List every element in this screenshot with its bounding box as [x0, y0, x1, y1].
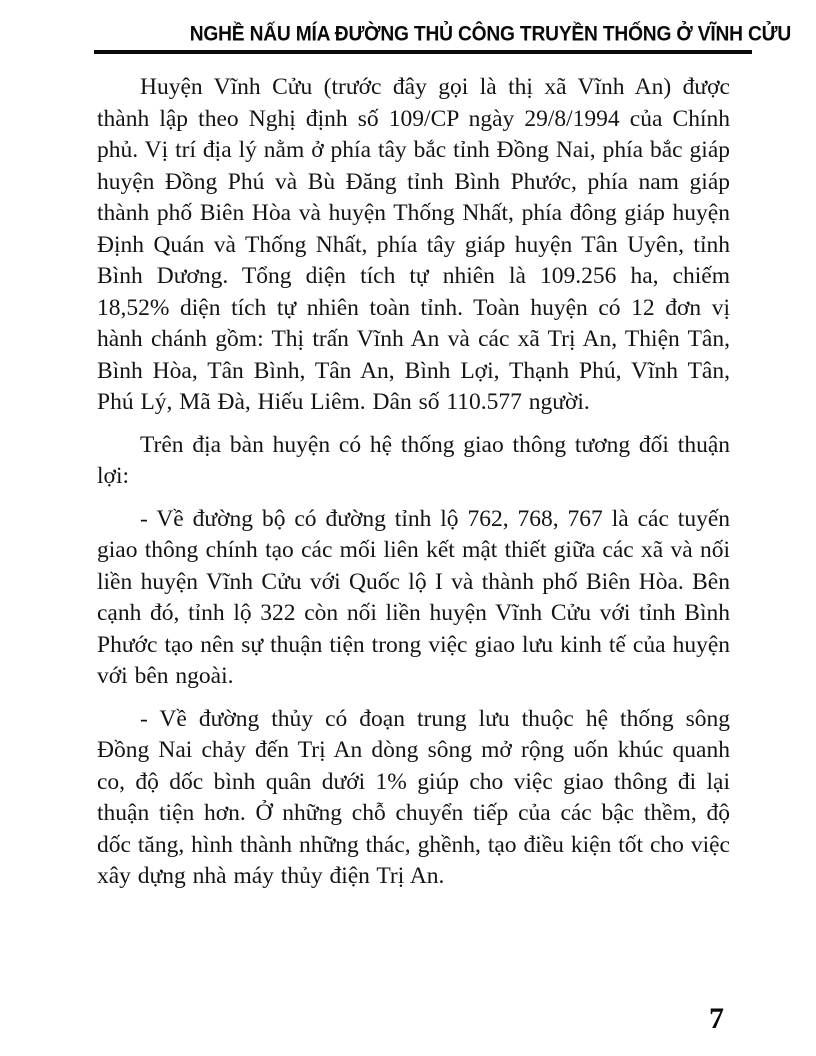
- running-header: [94, 22, 792, 54]
- body-paragraph-4: - Về đường thủy có đoạn trung lưu thuộc hệ thống sông Đồng Nai chảy đến Trị An dòng sông mở rộng uốn khúc quanh co, độ dốc bình quân dưới 1% giúp cho việc giao thông đi lại thuận tiện hơn. Ở những chỗ chuyển tiếp của các bậc thềm, độ dốc tăng, hình thành những thác, ghềnh, tạo điều kiện tốt cho việc xây dựng nhà máy thủy điện Trị An.: [97, 705, 730, 889]
- body-text-column: [97, 72, 730, 904]
- running-header-title: NGHỀ NẤU MÍA ĐƯỜNG THỦ CÔNG TRUYỀN THỐNG Ở VĨNH CỬU: [189, 22, 792, 46]
- body-paragraph-3: - Về đường bộ có đường tỉnh lộ 762, 768, 767 là các tuyến giao thông chính tạo các mối liên kết mật thiết giữa các xã và nối liền huyện Vĩnh Cửu với Quốc lộ I và thành phố Biên Hòa. Bên cạnh đó, tỉnh lộ 322 còn nối liền huyện Vĩnh Cửu với tỉnh Bình Phước tạo nên sự thuận tiện trong việc giao lưu kinh tế của huyện với bên ngoài.: [97, 505, 730, 689]
- page-number: 7: [709, 1002, 724, 1035]
- body-paragraph-1: Huyện Vĩnh Cửu (trước đây gọi là thị xã Vĩnh An) được thành lập theo Nghị định số 109/CP ngày 29/8/1994 của Chính phủ. Vị trí địa lý nằm ở phía tây bắc tỉnh Đồng Nai, phía bắc giáp huyện Đồng Phú và Bù Đăng tỉnh Bình Phước, phía nam giáp thành phố Biên Hòa và huyện Thống Nhất, phía đông giáp huyện Định Quán và Thống Nhất, phía tây giáp huyện Tân Uyên, tỉnh Bình Dương. Tổng diện tích tự nhiên là 109.256 ha, chiếm 18,52% diện tích tự nhiên toàn tỉnh. Toàn huyện có 12 đơn vị hành chánh gồm: Thị trấn Vĩnh An và các xã Trị An, Thiện Tân, Bình Hòa, Tân Bình, Tân An, Bình Lợi, Thạnh Phú, Vĩnh Tân, Phú Lý, Mã Đà, Hiếu Liêm. Dân số 110.577 người.: [97, 74, 730, 415]
- body-paragraph-2: Trên địa bàn huyện có hệ thống giao thông tương đối thuận lợi:: [97, 431, 730, 489]
